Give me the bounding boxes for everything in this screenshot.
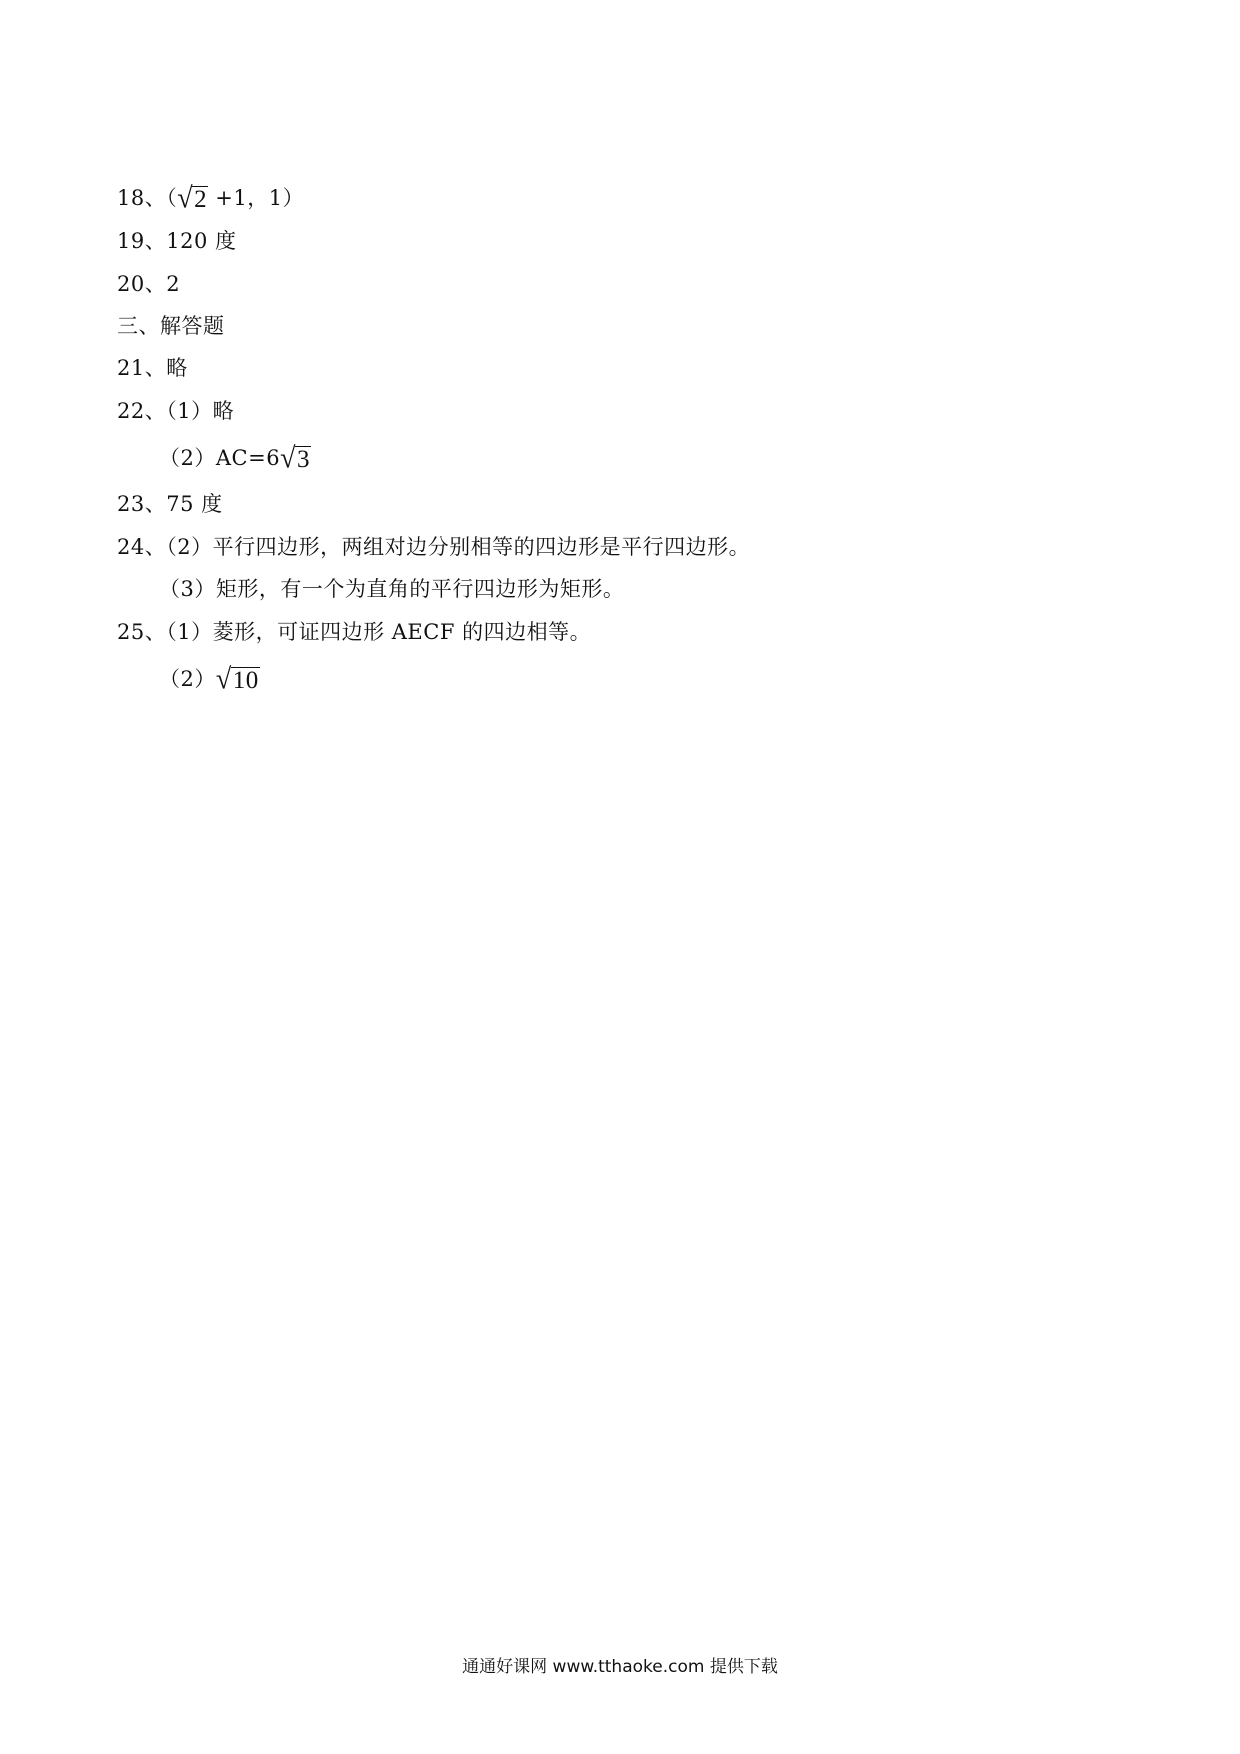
answer-18 — [117, 184, 304, 214]
sqrt-3: √3 — [280, 442, 310, 475]
answer-23: 23、75 度 — [117, 492, 223, 516]
sqrt-10: √10 — [215, 663, 259, 696]
sqrt-2-radicand: 2 — [194, 186, 208, 213]
answer-24-part-2: 24、（2）平行四边形，两组对边分别相等的四边形是平行四边形。 — [117, 535, 751, 559]
sqrt-3-radicand: 3 — [296, 446, 310, 473]
answer-22-part-2-prefix: （2）AC=6 — [159, 446, 281, 470]
answer-25-part-2 — [159, 665, 260, 695]
answer-22-part-2 — [159, 444, 311, 474]
sqrt-2: √2 — [177, 182, 208, 215]
section-heading-3: 三、解答题 — [117, 314, 225, 338]
answer-21: 21、略 — [117, 356, 188, 380]
answer-25-part-2-prefix: （2） — [159, 667, 216, 691]
answer-25-part-1: 25、（1）菱形，可证四边形 AECF 的四边相等。 — [117, 620, 592, 644]
sqrt-10-radicand: 10 — [232, 667, 259, 694]
answer-24-part-3: （3）矩形，有一个为直角的平行四边形为矩形。 — [159, 577, 625, 601]
page-footer: 通通好课网 www.tthaoke.com 提供下载 — [462, 1657, 778, 1677]
answer-18-suffix: +1，1） — [208, 186, 305, 210]
answer-18-prefix: 18、（ — [117, 186, 178, 210]
answer-19: 19、120 度 — [117, 229, 237, 253]
answer-20: 20、2 — [117, 272, 181, 296]
answer-22-part-1: 22、（1）略 — [117, 399, 235, 423]
